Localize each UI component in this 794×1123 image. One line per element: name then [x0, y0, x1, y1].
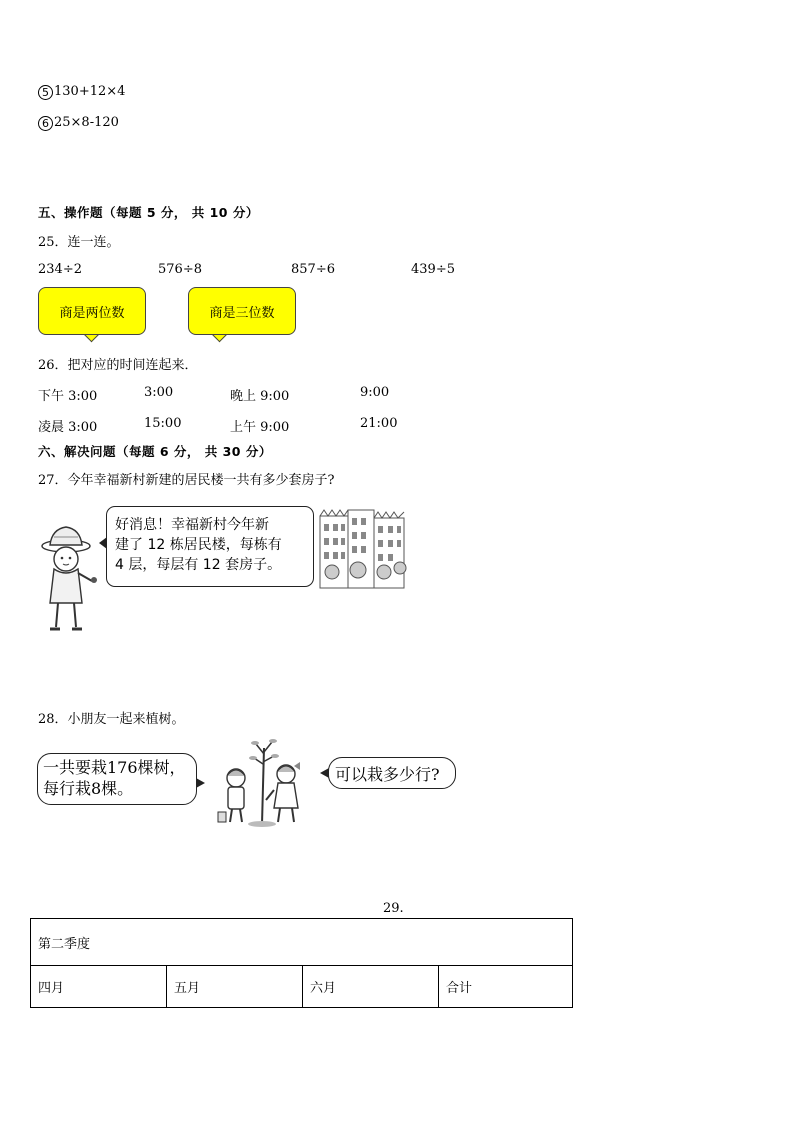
- speech-line: 4 层，每层有 12 套房子。: [115, 557, 282, 573]
- speech-line: 好消息！幸福新村今年新: [115, 517, 269, 533]
- table-header-april: 四月: [31, 966, 167, 1008]
- bubble-pointer: [320, 768, 329, 778]
- speech-line: 一共要栽176棵树，: [43, 758, 186, 777]
- q25-expr-3: 857÷6: [291, 262, 335, 277]
- time-7: 上午 9:00: [230, 420, 290, 435]
- time-3: 晚上 9:00: [230, 389, 290, 404]
- speech-bubble-left: [37, 753, 197, 805]
- question-25-title: 25．连一连。: [38, 235, 120, 250]
- speech-text: [43, 757, 186, 799]
- q25-expr-4: 439÷5: [411, 262, 455, 277]
- speech-bubble-right: [328, 757, 456, 789]
- question-26-title: 26．把对应的时间连起来．: [38, 358, 198, 373]
- question-28-title: 28．小朋友一起来植树。: [38, 712, 185, 727]
- table-header-may: 五月: [167, 966, 303, 1008]
- expression-text: 25×8-120: [54, 115, 119, 130]
- speech-line: 每行栽8棵。: [43, 779, 134, 798]
- expression-6: [38, 115, 119, 131]
- circled-number: 6: [38, 116, 53, 131]
- time-5: 凌晨 3:00: [38, 420, 98, 435]
- bubble-pointer: [99, 537, 107, 549]
- table-header-june: 六月: [303, 966, 439, 1008]
- q25-expr-2: 576÷8: [158, 262, 202, 277]
- speech-bubble-news: [106, 506, 314, 587]
- quarter-table: [30, 918, 573, 1008]
- time-1: 下午 3:00: [38, 389, 98, 404]
- inspector-figure-illustration: [36, 503, 106, 635]
- table-header-total: 合计: [439, 966, 573, 1008]
- time-2: 3:00: [144, 385, 174, 400]
- speech-line: 建了 12 栋居民楼，每栋有: [115, 537, 282, 553]
- section-heading-5: 五、操作题（每题 5 分， 共 10 分）: [38, 205, 259, 220]
- children-planting-tree-illustration: [210, 738, 310, 830]
- answer-box-three-digit: [188, 287, 296, 335]
- circled-number: 5: [38, 85, 53, 100]
- time-8: 21:00: [360, 416, 398, 431]
- table-title-cell: 第二季度: [31, 919, 573, 966]
- section-heading-6: 六、解决问题（每题 6 分， 共 30 分）: [38, 444, 272, 459]
- answer-box-two-digit: [38, 287, 146, 335]
- expression-text: 130+12×4: [54, 84, 126, 99]
- time-6: 15:00: [144, 416, 182, 431]
- box-label: 商是两位数: [59, 305, 125, 321]
- speech-text: 可以栽多少行?: [335, 765, 440, 784]
- expression-5: [38, 84, 125, 100]
- box-label: 商是三位数: [209, 305, 275, 321]
- question-27-title: 27．今年幸福新村新建的居民楼一共有多少套房子?: [38, 473, 335, 488]
- q25-expr-1: 234÷2: [38, 262, 82, 277]
- time-4: 9:00: [360, 385, 390, 400]
- apartment-buildings-illustration: [318, 506, 408, 590]
- question-29-number: 29.: [383, 901, 404, 916]
- bubble-pointer: [196, 778, 205, 788]
- speech-text: [115, 515, 282, 575]
